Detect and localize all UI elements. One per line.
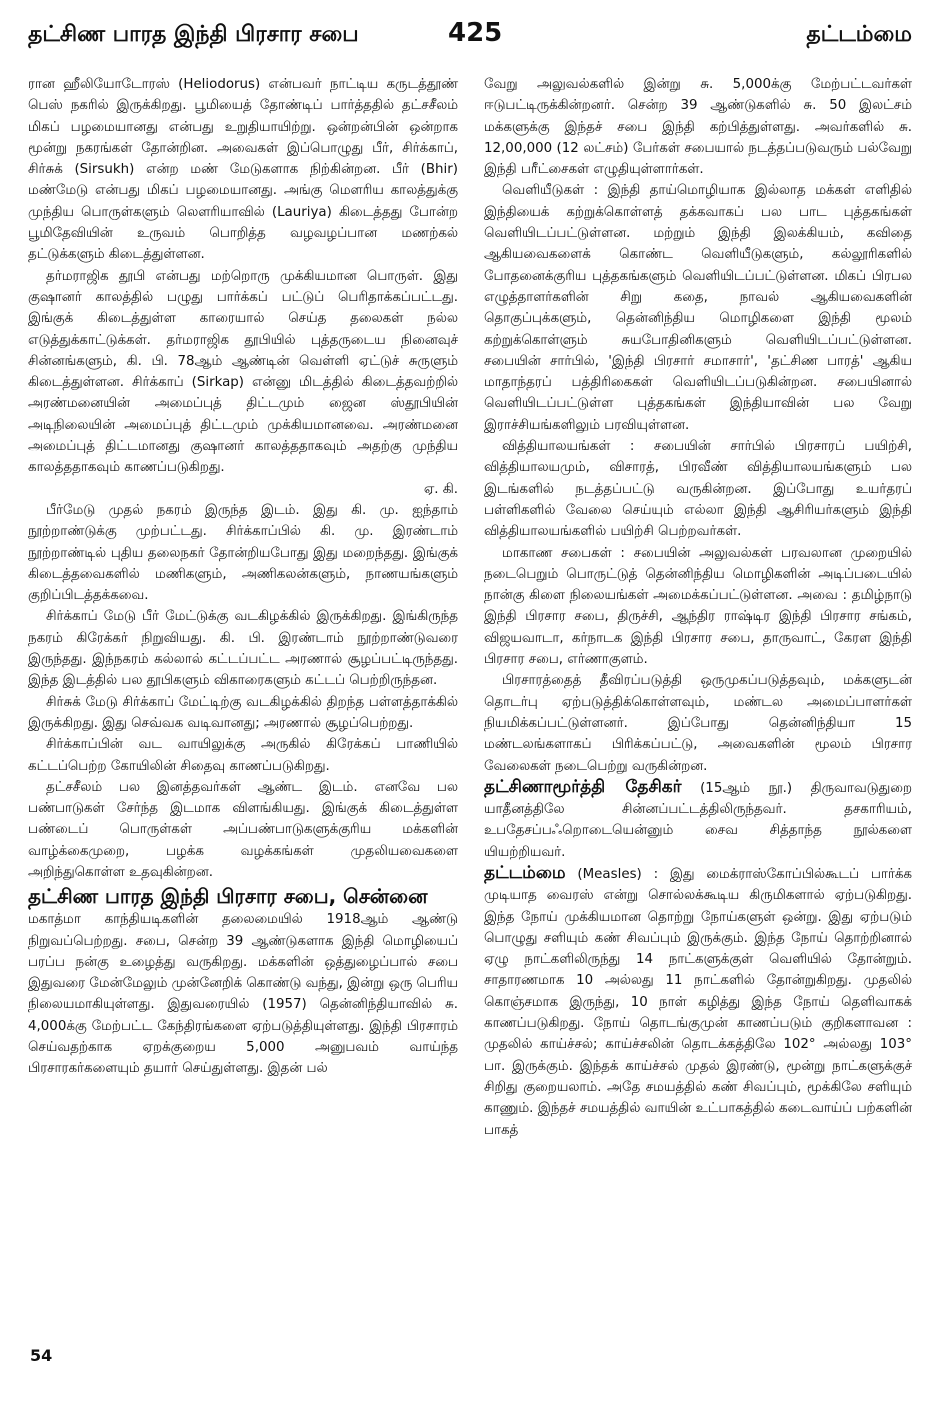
page-number: 425 [448, 18, 503, 48]
paragraph: தர்மராஜிக தூபி என்பது மற்றொரு முக்கியமான பொருள். இது குஷானர் காலத்தில் பழுது பார்க்கப் பட்டுப் பெரிதாக்கப்பட்டது. இங்குக் கிடைத்துள்ள காரையால் செய்த தலைகள் நல்ல எடுத்துக்காட்டுக்கள். தர்மராஜிக தூபியில் புத்தருடைய நினைவுச் சின்னங்களும், கி. பி. 78ஆம் ஆண்டின் வெள்ளி ஏட்டுச் சுருளும் கிடைத்துள்ளன. சிர்க்காப் (Sirkap) என்னு மிடத்தில் கிடைத்தவற்றில் அரண்மனையின் அமைப்புத் திட்டமும் ஜைன ஸ்தூபியின் அடிநிலையின் அமைப்புத் திட்டமும் முக்கியமானவை. அரண்மனை அமைப்புத் திட்டமானது குஷானர் காலத்ததாகவும் அதற்கு முந்திய காலத்ததாகவும் காணப்படுகிறது. [28, 268, 458, 476]
paragraph: ரான ஹீலியோடோரஸ் (Heliodorus) என்பவர் நாட்டிய கருடத்தூண் பெஸ் நகரில் இருக்கிறது. பூமியைத் தோண்டிப் பார்த்ததில் தட்சசீலம் மிகப் பழமையானது என்பது உறுதியாயிற்று. ஒன்றன்பின் ஒன்றாக மூன்று நகரங்கள் தோன்றின. அவைகள் இப்பொழுது பீர், சிர்க்காப், சிர்சுக் (Sirsukh) என்ற மண் மேடுகளாக நிற்கின்றன. பீர் (Bhir) மண்மேடு என்பது மிகப் பழமையானது. அங்கு மௌரிய காலத்துக்கு முந்திய பொருள்களும் லௌரியாவில் (Lauriya) கிடைத்தது போன்ற பூமிதேவியின் உருவம் பொறித்த வழவழப்பான மணற்கல் தட்டுக்களும் கிடைத்துள்ளன. [28, 77, 458, 263]
left-column [28, 74, 458, 1080]
entry-title: தட்சிண பாரத இந்தி பிரசார சபை, சென்னை [28, 884, 428, 909]
paragraph: மகாத்மா காந்தியடிகளின் தலைமையில் 1918ஆம் ஆண்டு நிறுவப்பெற்றது. சபை, சென்ற 39 ஆண்டுகளாக இந்தி மொழியைப் பரப்ப நன்கு உழைத்து வருகிறது. மக்களின் ஒத்துழைப்பால் சபை இதுவரை மேன்மேலும் முன்னேறிக் கொண்டு வந்து, இன்று ஒரு பெரிய நிலையமாகியுள்ளது. இதுவரையில் (1957) தென்னிந்தியாவில் சு. 4,000க்கு மேற்பட்ட கேந்திரங்களை ஏற்படுத்தியுள்ளது. இந்தி பிரசாரம் செய்வதற்காக ஏறக்குறைய 5,000 அனுபவம் வாய்ந்த பிரசாரகர்களையும் தயார் செய்துள்ளது. இதன் பல் [28, 912, 458, 1077]
paragraph: வித்தியாலயங்கள் : சபையின் சார்பில் பிரசாரப் பயிற்சி, வித்தியாலயமும், விசாரத், பிரவீண் வித்தியாலயங்களும் பல இடங்களில் நடத்தப்பட்டு வருகின்றன. இப்போது உயர்தரப் பள்ளிகளில் வேலை செய்யும் எல்லா இந்தி ஆசிரியர்களும் இந்தி வித்தியாலயங்களில் பயிற்சி பெற்றவர்கள். [484, 439, 912, 540]
signature-mark: 54 [30, 1346, 53, 1365]
paragraph: பிரசாரத்தைத் தீவிரப்படுத்தி ஒருமுகப்படுத்தவும், மக்களுடன் தொடர்பு ஏற்படுத்திக்கொள்ளவும், மண்டல அமைப்பாளர்கள் நியமிக்கப்பட்டுள்ளனர். இப்போது தென்னிந்தியா 15 மண்டலங்களாகப் பிரிக்கப்பட்டு, அவைகளின் மூலம் பிரசார வேலைகள் நடைபெற்று வருகின்றன. [484, 673, 912, 774]
entry-text: (15ஆம் நூ.) திருவாவடுதுறை யாதீனத்திலே சின்னப்பட்டத்திலிருந்தவர். தசகாரியம், உபதேசப்பஃறொடையென்னும் சைவ சித்தாந்த நூல்களை யியற்றியவர். [484, 780, 912, 860]
author-initials: ஏ. கி. [423, 481, 458, 497]
paragraph: மாகாண சபைகள் : சபையின் அலுவல்கள் பரவலான முறையில் நடைபெறும் பொருட்டுத் தென்னிந்திய மொழிகளின் அடிப்படையில் நான்கு கிளை நிலையங்கள் அமைக்கப்பட்டுள்ளன. அவை : தமிழ்நாடு இந்தி பிரசார சபை, திருச்சி, ஆந்திர ராஷ்டிர இந்தி பிரசார சங்கம், விஜயவாடா, கர்நாடக இந்தி பிரசார சபை, தாருவாட், கேரள இந்தி பிரசார சபை, எர்ணாகுளம். [484, 545, 912, 668]
entry-text: இது மைக்ராஸ்கோப்பில்கூடப் பார்க்க முடியாத வைரஸ் என்று சொல்லக்கூடிய கிருமிகளால் ஏற்படுகிறது. இந்த நோய் முக்கியமான தொற்று நோய்களுள் ஒன்று. இது ஏற்படும் பொழுது சளியும் கண் சிவப்பும் இருக்கும். இந்த நோய் தொற்றினால் ஏழு நாட்களிலிருந்து 14 நாட்களுக்குள் வெளியில் தோன்றும். சாதாரணமாக 10 அல்லது 11 நாட்களில் தோன்றுகிறது. முதலில் கொஞ்சமாக இருந்து, 10 நாள் கழித்து இந்த நோய் தெளிவாகக் காணப்படுகிறது. நோய் தொடங்குமுன் காணப்படும் குறிகளாவன : முதலில் காய்ச்சல்; காய்ச்சலின் தொடக்கத்திலே 102° அல்லது 103° பா. இருக்கும். இந்தக் காய்ச்சல் முதல் இரண்டு, மூன்று நாட்களுக்குச் சிறிது குறையலாம். அதே சமயத்தில் கண் சிவப்பும், மூக்கிலே சளியும் காணும். இந்தச் சமயத்தில் வாயின் உட்பாகத்தில் கடைவாய்ப் பற்களின் பாகத் [484, 866, 912, 1138]
page-header [28, 18, 912, 62]
paragraph: சிர்சுக் மேடு சிர்க்காப் மேட்டிற்கு வடகிழக்கில் திறந்த பள்ளத்தாக்கில் இருக்கிறது. இது செவ்வக வடிவானது; அரணால் சூழப்பெற்றது. [28, 694, 458, 731]
paragraph: தட்சசீலம் பல இனத்தவர்கள் ஆண்ட இடம். எனவே பல பண்பாடுகள் சேர்ந்த இடமாக விளங்கியது. இங்குக் கிடைத்துள்ள பண்டைப் பொருள்கள் அப்பண்பாடுகளுக்குரிய மக்களின் வாழ்க்கைமுறை, பழக்க வழக்கங்கள் முதலியவைகளை அறிந்துகொள்ள உதவுகின்றன. [28, 779, 458, 880]
paragraph: சிர்க்காப் மேடு பீர் மேட்டுக்கு வடகிழக்கில் இருக்கிறது. இங்கிருந்த நகரம் கிரேக்கர் நிறுவியது. கி. பி. இரண்டாம் நூற்றாண்டுவரை இருந்தது. இந்நகரம் கல்லால் கட்டப்பட்ட அரணால் சூழப்பட்டிருந்தது. இந்த இடத்தில் பல தூபிகளும் விகாரைகளும் கட்டப் பெற்றிருந்தன. [28, 609, 458, 689]
paragraph: வெளியீடுகள் : இந்தி தாய்மொழியாக இல்லாத மக்கள் எளிதில் இந்தியைக் கற்றுக்கொள்ளத் தக்கவாகப் பல பாட புத்தகங்கள் வெளியிடப்பட்டுள்ளன. மற்றும் இந்தி இலக்கியம், கவிதை ஆகியவைகளைக் கொண்ட வெளியீடுகளும், கல்லூரிகளில் போதனைக்குரிய புத்தகங்களும் வெளியிடப்பட்டுள்ளன. மிகப் பிரபல எழுத்தாளர்களின் சிறு கதை, நாவல் ஆகியவைகளின் தொகுப்புக்களும், தென்னிந்திய மொழிகளை இந்தி மூலம் கற்றுக்கொள்ளும் சுயபோதினிகளும் வெளியிடப்பட்டுள்ளன. சபையின் சார்பில், 'இந்தி பிரசார் சமாசார்', 'தட்சிண பாரத்' ஆகிய மாதாந்தரப் பத்திரிகைகள் வெளியிடப்படுகின்றன. சபையினால் வெளியிடப்பட்டுள்ள புத்தகங்கள் இந்தியாவின் பல வேறு இராச்சியங்களிலும் பரவியுள்ளன. [484, 183, 912, 433]
entry [484, 777, 912, 863]
paragraph: சிர்க்காப்பின் வட வாயிலுக்கு அருகில் கிரேக்கப் பாணியில் கட்டப்பெற்ற கோயிலின் சிதைவு காணப்படுகிறது. [28, 737, 458, 774]
entry [484, 863, 912, 1141]
right-column [484, 74, 912, 1141]
entry-title: தட்சிணாமூர்த்தி தேசிகர் [484, 776, 682, 797]
entry-title: தட்டம்மை [484, 862, 566, 883]
running-head-right: தட்டம்மை [806, 22, 912, 47]
running-head-left: தட்சிண பாரத இந்தி பிரசார சபை [28, 22, 359, 47]
entry-latin: (Measles) : [577, 866, 659, 882]
paragraph: பீர்மேடு முதல் நகரம் இருந்த இடம். இது கி. மு. ஐந்தாம் நூற்றாண்டுக்கு முற்பட்டது. சிர்க்காப்பில் கி. மு. இரண்டாம் நூற்றாண்டில் புதிய தலைநகர் தோன்றியபோது இது மறைந்தது. இங்குக் கிடைத்தவைகளில் மணிகளும், அணிகலன்களும், நாணயங்களும் குறிப்பிடத்தக்கவை. [28, 502, 458, 604]
paragraph: வேறு அலுவல்களில் இன்று சு. 5,000க்கு மேற்பட்டவர்கள் ஈடுபட்டிருக்கின்றனர். சென்ற 39 ஆண்டுகளில் சு. 50 இலட்சம் மக்களுக்கு இந்தச் சபை இந்தி கற்பித்துள்ளது. அவர்களில் சு. 12,00,000 (12 லட்சம்) பேர்கள் சபையால் நடத்தப்படுவரும் பல்வேறு இந்தி பரீட்சைகள் எழுதியுள்ளார்கள். [484, 77, 912, 178]
